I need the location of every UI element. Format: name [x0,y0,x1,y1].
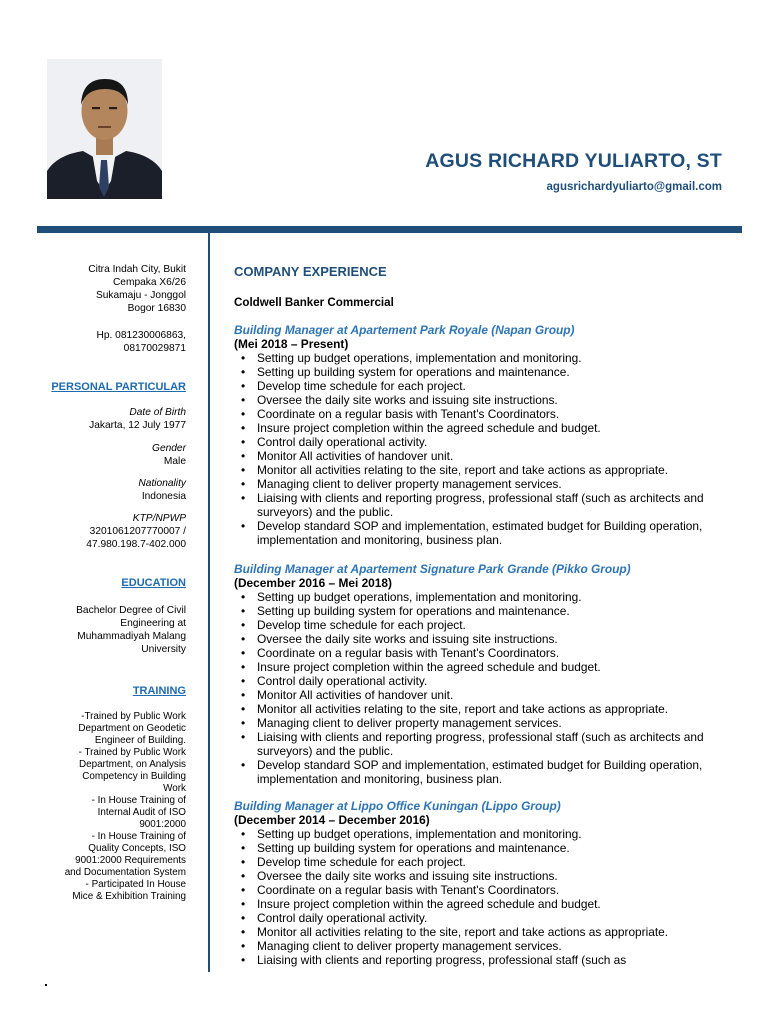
duty-item: • Setting up budget operations, implementation and monitoring. [234,590,714,604]
training-line: Internal Audit of ISO [97,807,186,818]
training-line: - In House Training of [91,795,186,806]
nationality-label: Nationality [138,478,186,489]
education-line: Bachelor Degree of Civil [76,605,186,616]
training-heading: TRAINING [132,685,186,697]
training-line: - Trained by Public Work [78,747,186,758]
phone-line: 08170029871 [123,343,186,354]
nationality-block [40,477,186,503]
address-line: Bogor 16830 [127,303,186,314]
phone-block [40,329,186,355]
duty-item: • Control daily operational activity. [234,435,714,449]
job-duties-list [234,590,714,786]
training-line: - Participated In House [85,879,186,890]
portrait-image [47,59,162,199]
duty-item: • Insure project completion within the agreed schedule and budget. [234,421,714,435]
job-dates: (December 2016 – Mei 2018) [234,576,392,590]
duty-item: • Managing client to deliver property management services. [234,939,714,953]
company-name: Coldwell Banker Commercial [234,296,394,309]
address-line: Sukamaju - Jonggol [95,290,186,301]
training-line: Competency in Building [82,771,186,782]
address-line: Cempaka X6/26 [112,277,186,288]
duty-item: • Managing client to deliver property management services. [234,477,714,491]
duty-item: • Control daily operational activity. [234,674,714,688]
ktp-line: 3201061207770007 / [89,526,186,537]
duty-item: • Setting up budget operations, implementation and monitoring. [234,827,714,841]
education-heading: EDUCATION [121,577,186,589]
duty-item: • Setting up building system for operations and maintenance. [234,841,714,855]
personal-heading-wrap [40,381,186,394]
ktp-block [40,512,186,551]
gender-value: Male [163,456,186,467]
training-line: Work [163,783,186,794]
candidate-name: AGUS RICHARD YULIARTO, ST [425,150,722,172]
job-dates: (Mei 2018 – Present) [234,337,349,351]
phone-line: Hp. 081230006863, [96,330,186,341]
duty-item: • Develop time schedule for each project. [234,618,714,632]
personal-particular-heading: PERSONAL PARTICULAR [51,381,186,393]
job-entry [234,323,714,547]
address-block [40,263,186,315]
duty-item: • Develop standard SOP and implementation, estimated budget for Building operation, implementation and monitoring, business plan. [234,519,714,547]
duty-item: • Oversee the daily site works and issuing site instructions. [234,869,714,883]
duty-item: • Control daily operational activity. [234,911,714,925]
nationality-value: Indonesia [141,491,186,502]
education-heading-wrap [40,577,186,590]
job-dates: (December 2014 – December 2016) [234,813,430,827]
training-line: Engineer of Building. [94,735,186,746]
training-heading-wrap [40,685,186,698]
duty-item: • Insure project completion within the agreed schedule and budget. [234,897,714,911]
training-line: -Trained by Public Work [81,711,186,722]
profile-photo [47,59,162,199]
duty-item: • Insure project completion within the agreed schedule and budget. [234,660,714,674]
company-experience-heading: COMPANY EXPERIENCE [234,264,387,279]
duty-item: • Liaising with clients and reporting progress, professional staff (such as [234,953,714,967]
education-line: University [141,644,186,655]
job-entry [234,562,714,786]
dob-block [40,406,186,432]
duty-item: • Coordinate on a regular basis with Tenant's Coordinators. [234,407,714,421]
duty-item: • Develop time schedule for each project. [234,379,714,393]
email-address[interactable]: agusrichardyuliarto@gmail.com [546,181,722,193]
duty-item: • Oversee the daily site works and issuing site instructions. [234,393,714,407]
training-line: Department on Geodetic [78,723,186,734]
training-line: Mice & Exhibition Training [72,891,186,902]
training-block [40,711,186,903]
duty-item: • Develop standard SOP and implementation, estimated budget for Building operation, implementation and monitoring, business plan. [234,758,714,786]
duty-item: • Oversee the daily site works and issuing site instructions. [234,632,714,646]
training-line: 9001:2000 Requirements [75,855,186,866]
duty-item: • Managing client to deliver property management services. [234,716,714,730]
dob-label: Date of Birth [129,407,186,418]
job-duties-list [234,351,714,547]
gender-label: Gender [152,443,186,454]
duty-item: • Monitor All activities of handover unit. [234,449,714,463]
education-line: Engineering at [120,618,186,629]
duty-item: • Coordinate on a regular basis with Tenant's Coordinators. [234,646,714,660]
training-line: - In House Training of [91,831,186,842]
duty-item: • Monitor All activities of handover unit. [234,688,714,702]
header-divider [37,226,742,233]
job-entry [234,799,714,967]
column-divider [208,233,210,972]
duty-item: • Monitor all activities relating to the site, report and take actions as appropriate. [234,702,714,716]
duty-item: • Liaising with clients and reporting progress, professional staff (such as architects and surveyors) and the public. [234,491,714,519]
duty-item: • Coordinate on a regular basis with Tenant's Coordinators. [234,883,714,897]
gender-block [40,442,186,468]
job-title: Building Manager at Lippo Office Kuningan (Lippo Group) [234,799,561,813]
duty-item: • Setting up building system for operations and maintenance. [234,365,714,379]
duty-item: • Monitor all activities relating to the site, report and take actions as appropriate. [234,925,714,939]
ktp-label: KTP/NPWP [132,513,186,524]
training-line: Quality Concepts, ISO [88,843,186,854]
training-line: Department, on Analysis [78,759,186,770]
duty-item: • Liaising with clients and reporting progress, professional staff (such as architects and surveyors) and the public. [234,730,714,758]
address-line: Citra Indah City, Bukit [88,264,186,275]
job-duties-list [234,827,714,967]
duty-item: • Setting up building system for operations and maintenance. [234,604,714,618]
duty-item: • Develop time schedule for each project. [234,855,714,869]
job-title: Building Manager at Apartement Park Royale (Napan Group) [234,323,575,337]
page-mark [45,984,47,986]
training-line: 9001:2000 [139,819,186,830]
education-block [40,604,186,656]
education-line: Muhammadiyah Malang [77,631,186,642]
duty-item: • Setting up budget operations, implementation and monitoring. [234,351,714,365]
training-line: and Documentation System [64,867,186,878]
duty-item: • Monitor all activities relating to the site, report and take actions as appropriate. [234,463,714,477]
ktp-line: 47.980.198.7-402.000 [86,539,186,550]
dob-value: Jakarta, 12 July 1977 [89,420,186,431]
job-title: Building Manager at Apartement Signature Park Grande (Pikko Group) [234,562,631,576]
